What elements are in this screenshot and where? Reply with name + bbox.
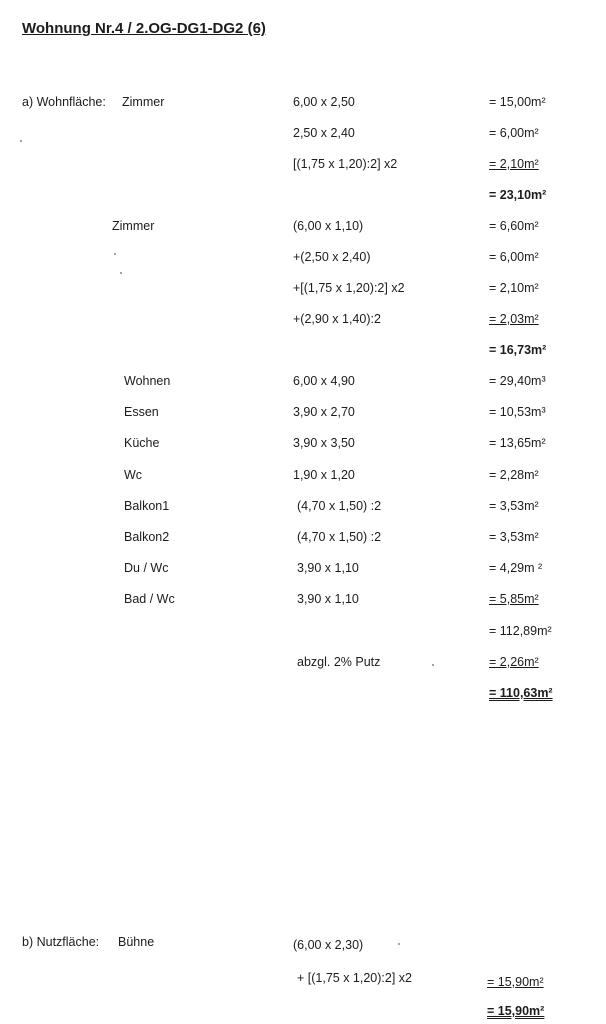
deduction-result: = 2,26m² bbox=[489, 655, 539, 669]
area-formula: (4,70 x 1,50) :2 bbox=[297, 499, 382, 513]
room-name: Du / Wc bbox=[124, 561, 169, 575]
area-formula: +(2,50 x 2,40) bbox=[293, 250, 371, 264]
area-result: = 15,00m² bbox=[489, 95, 546, 109]
room-name: Zimmer bbox=[122, 95, 165, 109]
area-result: = 6,60m² bbox=[489, 219, 539, 233]
area-formula: 3,90 x 3,50 bbox=[293, 436, 355, 450]
scan-speck bbox=[114, 253, 116, 255]
subtotal-result: = 16,73m² bbox=[489, 343, 547, 357]
room-name: Zimmer bbox=[112, 219, 155, 233]
area-formula: [(1,75 x 1,20):2] x2 bbox=[293, 157, 398, 171]
room-name: Balkon1 bbox=[124, 499, 170, 513]
area-result: = 3,53m² bbox=[489, 530, 539, 544]
area-formula: 3,90 x 2,70 bbox=[293, 405, 355, 419]
subtotal-result: = 23,10m² bbox=[489, 188, 547, 202]
section-b-label: b) Nutzfläche: bbox=[22, 935, 100, 949]
area-result: = 3,53m² bbox=[489, 499, 539, 513]
area-result: = 29,40m³ bbox=[489, 374, 546, 388]
room-name: Essen bbox=[124, 405, 159, 419]
section-a-label: a) Wohnfläche: bbox=[22, 95, 106, 109]
area-result: = 2,10m² bbox=[489, 281, 539, 295]
area-result: = 6,00m² bbox=[489, 126, 539, 140]
area-result: = 13,65m² bbox=[489, 436, 546, 450]
scan-speck bbox=[398, 943, 400, 945]
area-formula: (4,70 x 1,50) :2 bbox=[297, 530, 382, 544]
area-formula: 1,90 x 1,20 bbox=[293, 468, 355, 482]
area-formula: (6,00 x 2,30) bbox=[293, 938, 364, 952]
sum-result: = 112,89m² bbox=[489, 624, 552, 638]
scan-speck bbox=[20, 140, 22, 142]
area-formula: +(2,90 x 1,40):2 bbox=[293, 312, 381, 326]
area-formula: (6,00 x 1,10) bbox=[293, 219, 364, 233]
area-result: = 2,10m² bbox=[489, 157, 539, 171]
page-title: Wohnung Nr.4 / 2.OG-DG1-DG2 (6) bbox=[22, 20, 266, 37]
area-result: = 4,29m ² bbox=[489, 561, 543, 575]
total-result: = 110,63m² bbox=[489, 686, 553, 700]
scan-speck bbox=[432, 664, 434, 666]
area-result: = 5,85m² bbox=[489, 592, 539, 606]
room-name: Küche bbox=[124, 436, 160, 450]
room-name: Balkon2 bbox=[124, 530, 170, 544]
area-result: = 10,53m³ bbox=[489, 405, 546, 419]
area-formula: 3,90 x 1,10 bbox=[297, 561, 359, 575]
room-name: Bad / Wc bbox=[124, 592, 175, 606]
area-formula: + [(1,75 x 1,20):2] x2 bbox=[297, 971, 412, 985]
area-formula: 3,90 x 1,10 bbox=[297, 592, 359, 606]
area-formula: +[(1,75 x 1,20):2] x2 bbox=[293, 281, 405, 295]
room-name: Bühne bbox=[118, 935, 155, 949]
area-formula: 2,50 x 2,40 bbox=[293, 126, 355, 140]
area-formula: 6,00 x 2,50 bbox=[293, 95, 355, 109]
deduction-label: abzgl. 2% Putz bbox=[297, 655, 381, 669]
room-name: Wohnen bbox=[124, 374, 171, 388]
area-result: = 6,00m² bbox=[489, 250, 539, 264]
scan-speck bbox=[120, 272, 122, 274]
area-result: = 2,03m² bbox=[489, 312, 539, 326]
area-result: = 2,28m² bbox=[489, 468, 539, 482]
area-formula: 6,00 x 4,90 bbox=[293, 374, 355, 388]
area-result: = 15,90m² bbox=[487, 975, 544, 989]
room-name: Wc bbox=[124, 468, 143, 482]
total-result: = 15,90m² bbox=[487, 1004, 545, 1018]
